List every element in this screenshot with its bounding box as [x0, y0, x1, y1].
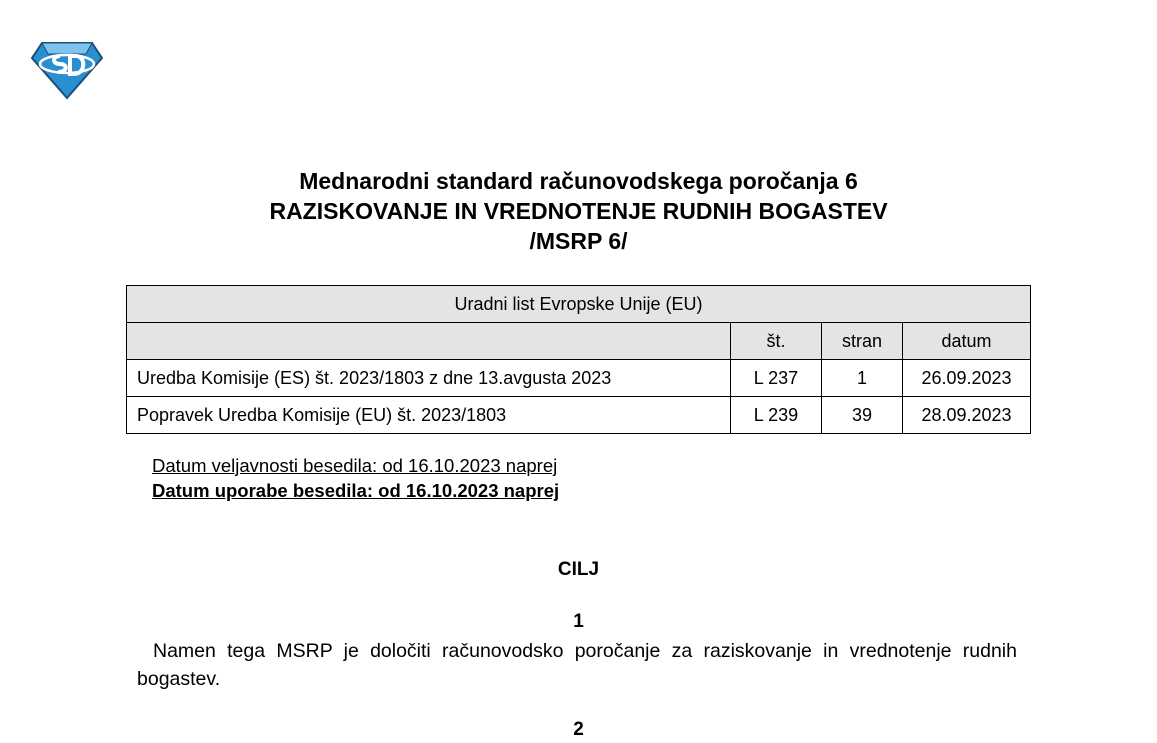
title-line-2: RAZISKOVANJE IN VREDNOTENJE RUDNIH BOGASTEV	[269, 198, 888, 224]
column-header-empty	[127, 323, 731, 360]
row-datum: 28.09.2023	[903, 397, 1031, 434]
column-header-datum: datum	[903, 323, 1031, 360]
section-heading-cilj: CILJ	[557, 559, 600, 580]
column-header-stran: stran	[822, 323, 903, 360]
row-stran: 1	[822, 360, 903, 397]
application-date: Datum uporabe besedila: od 16.10.2023 naprej	[152, 480, 560, 501]
title-line-1: Mednarodni standard računovodskega poročanja 6	[299, 168, 858, 194]
row-stran: 39	[822, 397, 903, 434]
row-datum: 26.09.2023	[903, 360, 1031, 397]
document-title	[0, 166, 1157, 256]
official-journal-table	[126, 285, 1031, 434]
table-column-header-row	[127, 323, 1031, 360]
row-description: Uredba Komisije (ES) št. 2023/1803 z dne 13.avgusta 2023	[127, 360, 731, 397]
table-header-row	[127, 286, 1031, 323]
sd-logo	[30, 40, 104, 100]
paragraph-number-1: 1	[573, 611, 584, 632]
table-header: Uradni list Evropske Unije (EU)	[127, 286, 1031, 323]
validity-dates	[152, 453, 559, 503]
column-header-st: št.	[731, 323, 822, 360]
paragraph-1	[137, 637, 1017, 693]
sd-diamond-logo-icon	[30, 40, 104, 100]
row-st: L 239	[731, 397, 822, 434]
row-description: Popravek Uredba Komisije (EU) št. 2023/1803	[127, 397, 731, 434]
row-st: L 237	[731, 360, 822, 397]
table-row	[127, 360, 1031, 397]
validity-date: Datum veljavnosti besedila: od 16.10.2023 naprej	[152, 455, 558, 476]
table-row	[127, 397, 1031, 434]
title-line-3: /MSRP 6/	[529, 228, 628, 254]
paragraph-1-text: Namen tega MSRP je določiti računovodsko poročanje za raziskovanje in vrednotenje rudnih bogastev.	[137, 640, 1017, 690]
paragraph-number-2: 2	[573, 719, 584, 740]
